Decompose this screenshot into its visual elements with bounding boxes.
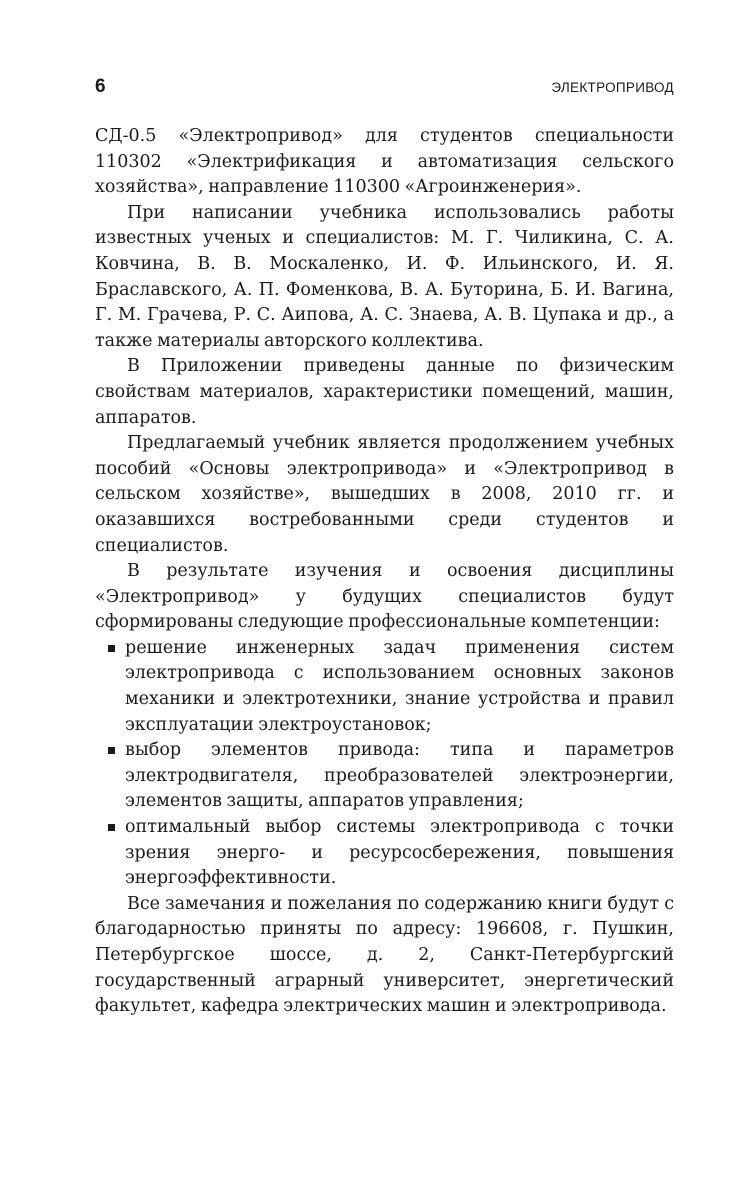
running-head: ЭЛЕКТРОПРИВОД — [551, 79, 674, 95]
square-bullet-icon — [108, 824, 115, 831]
list-item-text: решение инженерных задач применения систем электропривода с использованием основных законов механики и электротехники, знание устройства и правил эксплуатации электроустановок; — [125, 637, 674, 735]
square-bullet-icon — [108, 747, 115, 754]
list-item — [95, 636, 674, 738]
paragraph-appendix: В Приложении приведены данные по физическим свойствам материалов, характеристики помещений, машин, аппаратов. — [95, 356, 674, 428]
paragraph-intro-continued: СД-0.5 «Электропривод» для студентов специальности 110302 «Электрификация и автоматизация сельского хозяйства», направление 110300 «Агроинженерия». — [95, 126, 674, 198]
page-header — [95, 74, 674, 100]
competencies-list — [95, 636, 674, 892]
list-item — [95, 815, 674, 892]
page-number: 6 — [95, 76, 106, 97]
list-item-text: выбор элементов привода: типа и параметров электродвигателя, преобразователей электроэнергии, элементов защиты, аппаратов управления; — [125, 740, 674, 812]
body-text — [95, 124, 674, 1020]
paragraph-competencies-intro: В результате изучения и освоения дисциплины «Электропривод» у будущих специалистов будут сформированы следующие профессиональные компетенции: — [95, 561, 674, 633]
square-bullet-icon — [108, 645, 115, 652]
list-item — [95, 738, 674, 815]
paragraph-sources: При написании учебника использовались работы известных ученых и специалистов: М. Г. Чиликина, С. А. Ковчина, В. В. Москаленко, И. Ф. Ильинского, И. Я. Браславского, А. П. Фоменкова, В. А. Буторина, Б. И. Вагина, Г. М. Грачева, Р. С. Аипова, А. С. Знаева, А. В. Цупака и др., а также материалы авторского коллектива. — [95, 202, 674, 351]
paragraph-continuation: Предлагаемый учебник является продолжением учебных пособий «Основы электропривода» и «Электропривод в сельском хозяйстве», вышедших в 2008, 2010 гг. и оказавшихся востребованными среди студентов и специалистов. — [95, 433, 674, 556]
list-item-text: оптимальный выбор системы электропривода с точки зрения энерго- и ресурсосбережения, повышения энергоэффективности. — [125, 817, 674, 889]
paragraph-contact-address: Все замечания и пожелания по содержанию книги будут с благодарностью приняты по адресу: 196608, г. Пушкин, Петербургское шоссе, д. 2, Санкт-Петербургский государственный аграрный университет, энергетический факультет, кафедра электрических машин и электропривода. — [95, 893, 674, 1017]
